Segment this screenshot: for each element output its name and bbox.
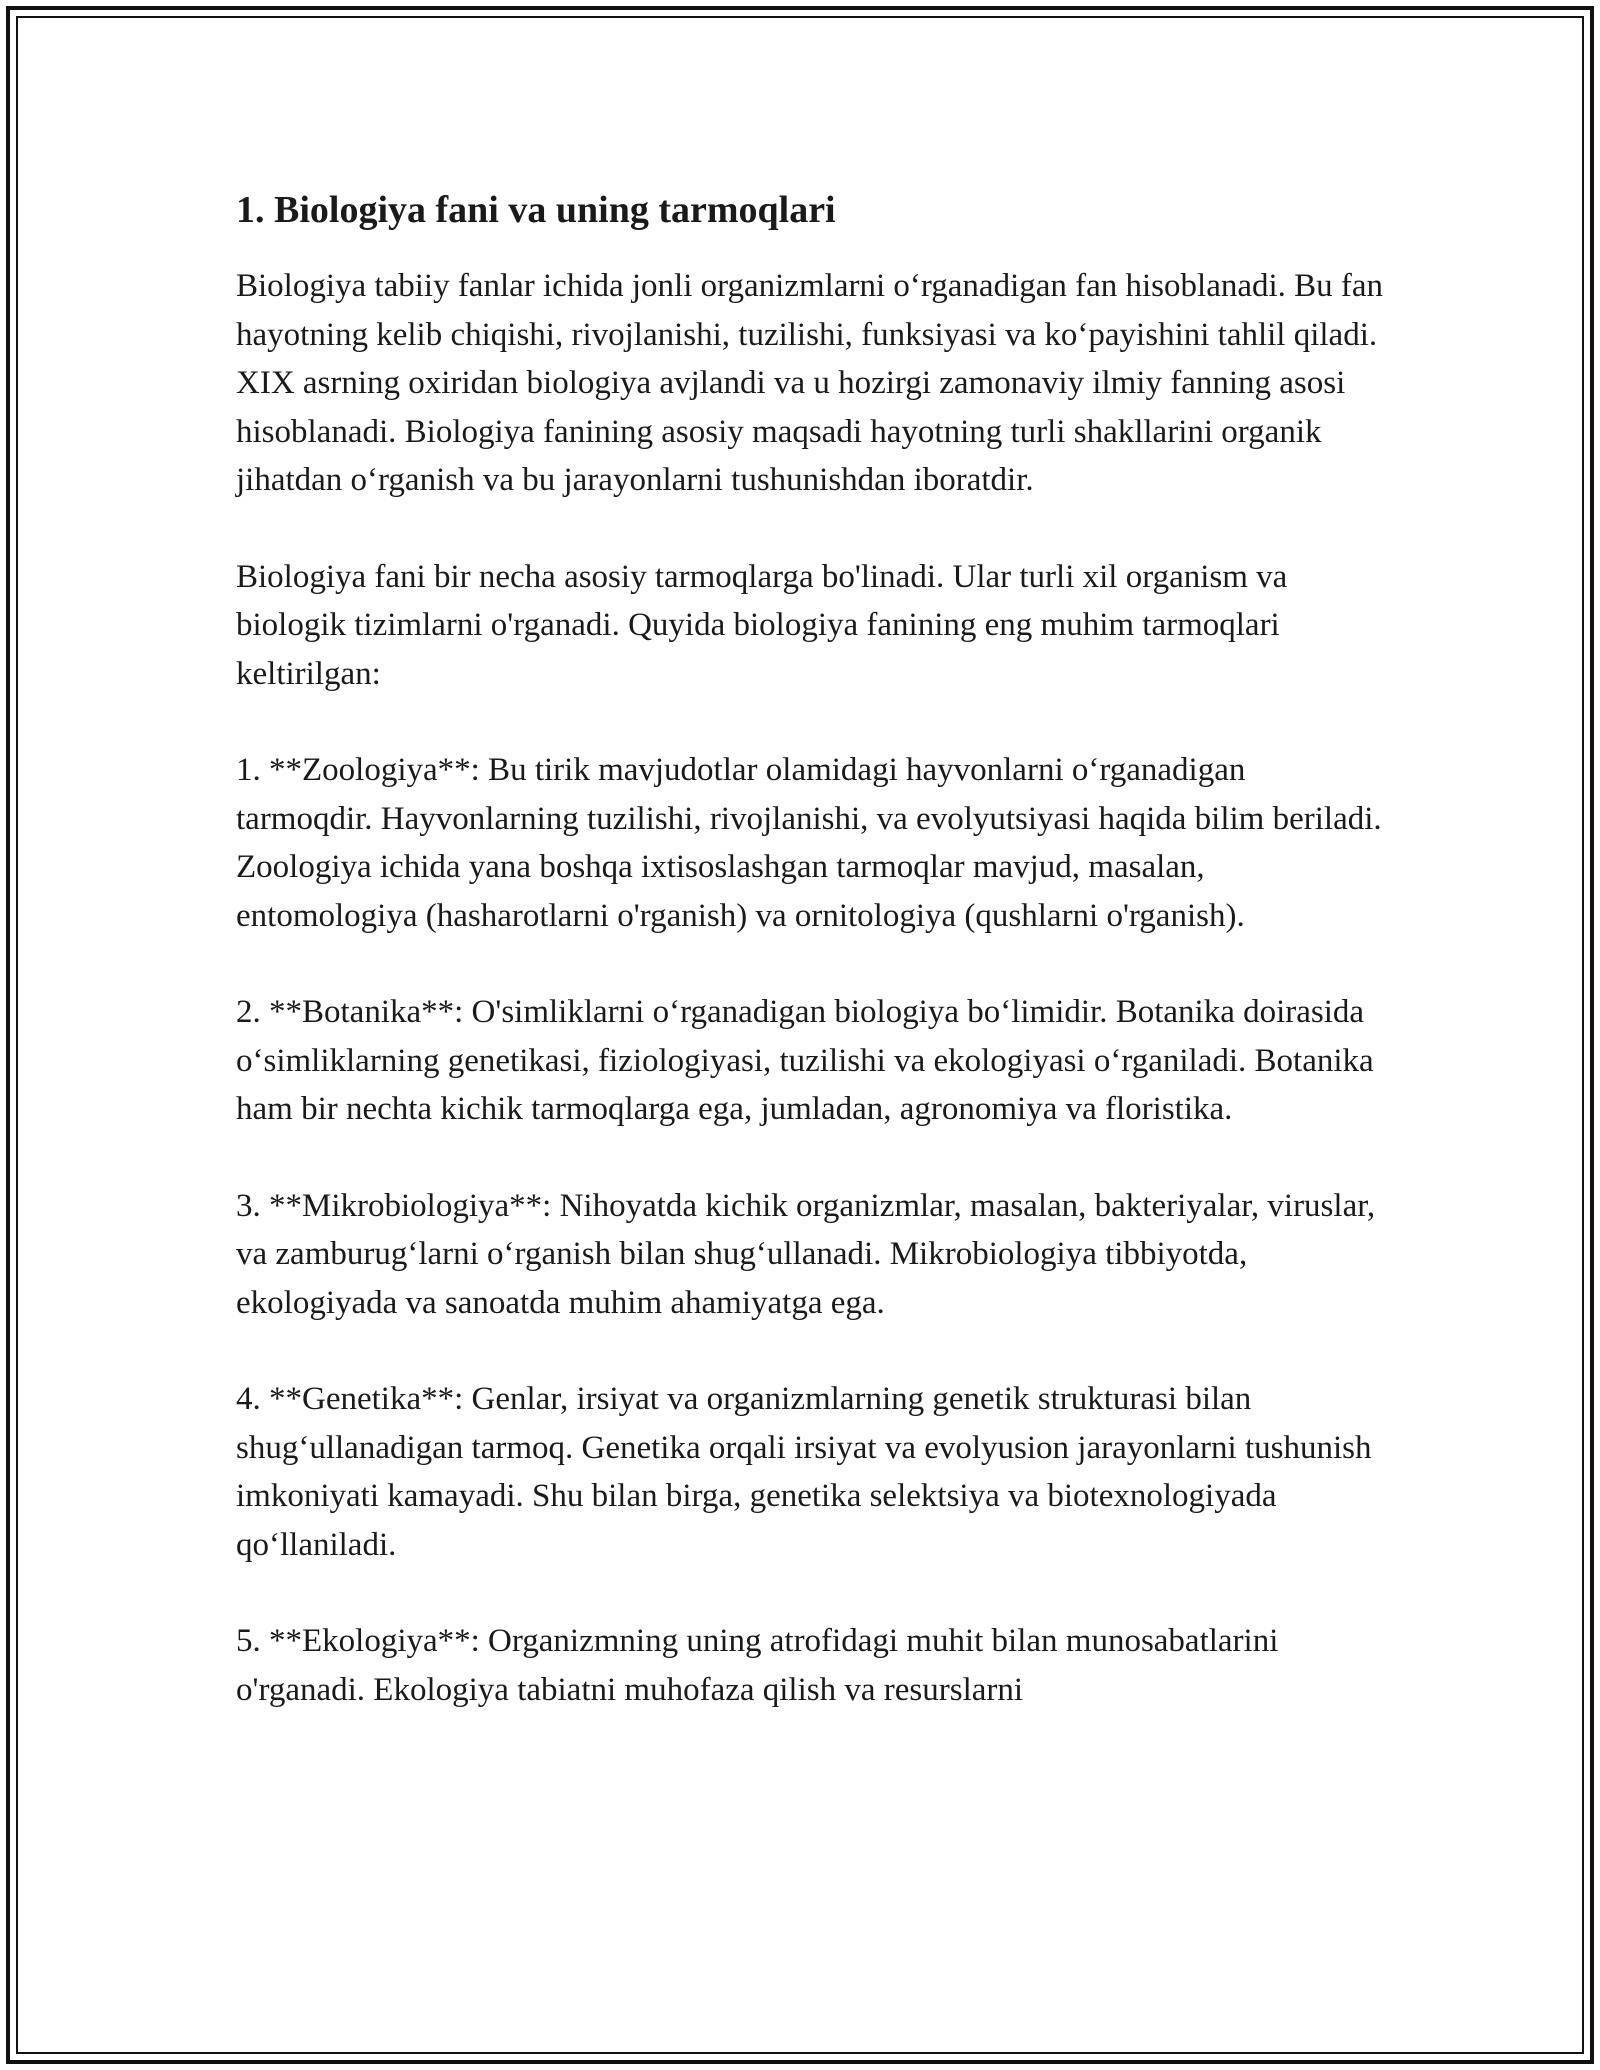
botany-paragraph: 2. **Botanika**: O'simliklarni o‘rganadigan biologiya bo‘limidir. Botanika doirasida o‘simliklarning genetikasi, fiziologiyasi, tuzilishi va ekologiyasi o‘rganiladi. Botanika ham bir nechta kichik tarmoqlarga ega, jumladan, agronomiya va floristika.: [236, 994, 1374, 1127]
intro-paragraph: Biologiya tabiiy fanlar ichida jonli organizmlarni o‘rganadigan fan hisoblanadi. Bu fan hayotning kelib chiqishi, rivojlanishi, tuzilishi, funksiyasi va ko‘payishini tahlil qiladi. XIX asrning oxiridan biologiya avjlandi va u hozirgi zamonaviy ilmiy fanning asosi hisoblanadi. Biologiya fanining asosiy maqsadi hayotning turli shakllarini organik jihatdan o‘rganish va bu jarayonlarni tushunishdan iboratdir.: [236, 268, 1384, 498]
branches-intro-paragraph: Biologiya fani bir necha asosiy tarmoqlarga bo'linadi. Ular turli xil organism va biologik tizimlarni o'rganadi. Quyida biologiya fanining eng muhim tarmoqlari keltirilgan:: [236, 558, 1288, 692]
ecology-paragraph: 5. **Ekologiya**: Organizmning uning atrofidagi muhit bilan munosabatlarini o'rganadi. Ekologiya tabiatni muhofaza qilish va resurslarni: [236, 1623, 1279, 1708]
section-heading: 1. Biologiya fani va uning tarmoqlari: [236, 189, 836, 231]
zoology-paragraph: 1. **Zoologiya**: Bu tirik mavjudotlar olamidagi hayvonlarni o‘rganadigan tarmoqdir. Hayvonlarning tuzilishi, rivojlanishi, va evolyutsiyasi haqida bilim beriladi. Zoologiya ichida yana boshqa ixtisoslashgan tarmoqlar mavjud, masalan, entomologiya (hasharotlarni o'rganish) va ornitologiya (qushlarni o'rganish).: [236, 752, 1382, 934]
microbiology-paragraph: 3. **Mikrobiologiya**: Nihoyatda kichik organizmlar, masalan, bakteriyalar, viruslar, va zamburug‘larni o‘rganish bilan shug‘ullanadi. Mikrobiologiya tibbiyotda, ekologiyada va sanoatda muhim ahamiyatga ega.: [236, 1187, 1376, 1321]
genetics-paragraph: 4. **Genetika**: Genlar, irsiyat va organizmlarning genetik strukturasi bilan shug‘ullanadigan tarmoq. Genetika orqali irsiyat va evolyusion jarayonlarni tushunish imkoniyati kamayadi. Shu bilan birga, genetika selektsiya va biotexnologiyada qo‘llaniladi.: [236, 1381, 1372, 1563]
document-body: [236, 186, 1386, 1762]
